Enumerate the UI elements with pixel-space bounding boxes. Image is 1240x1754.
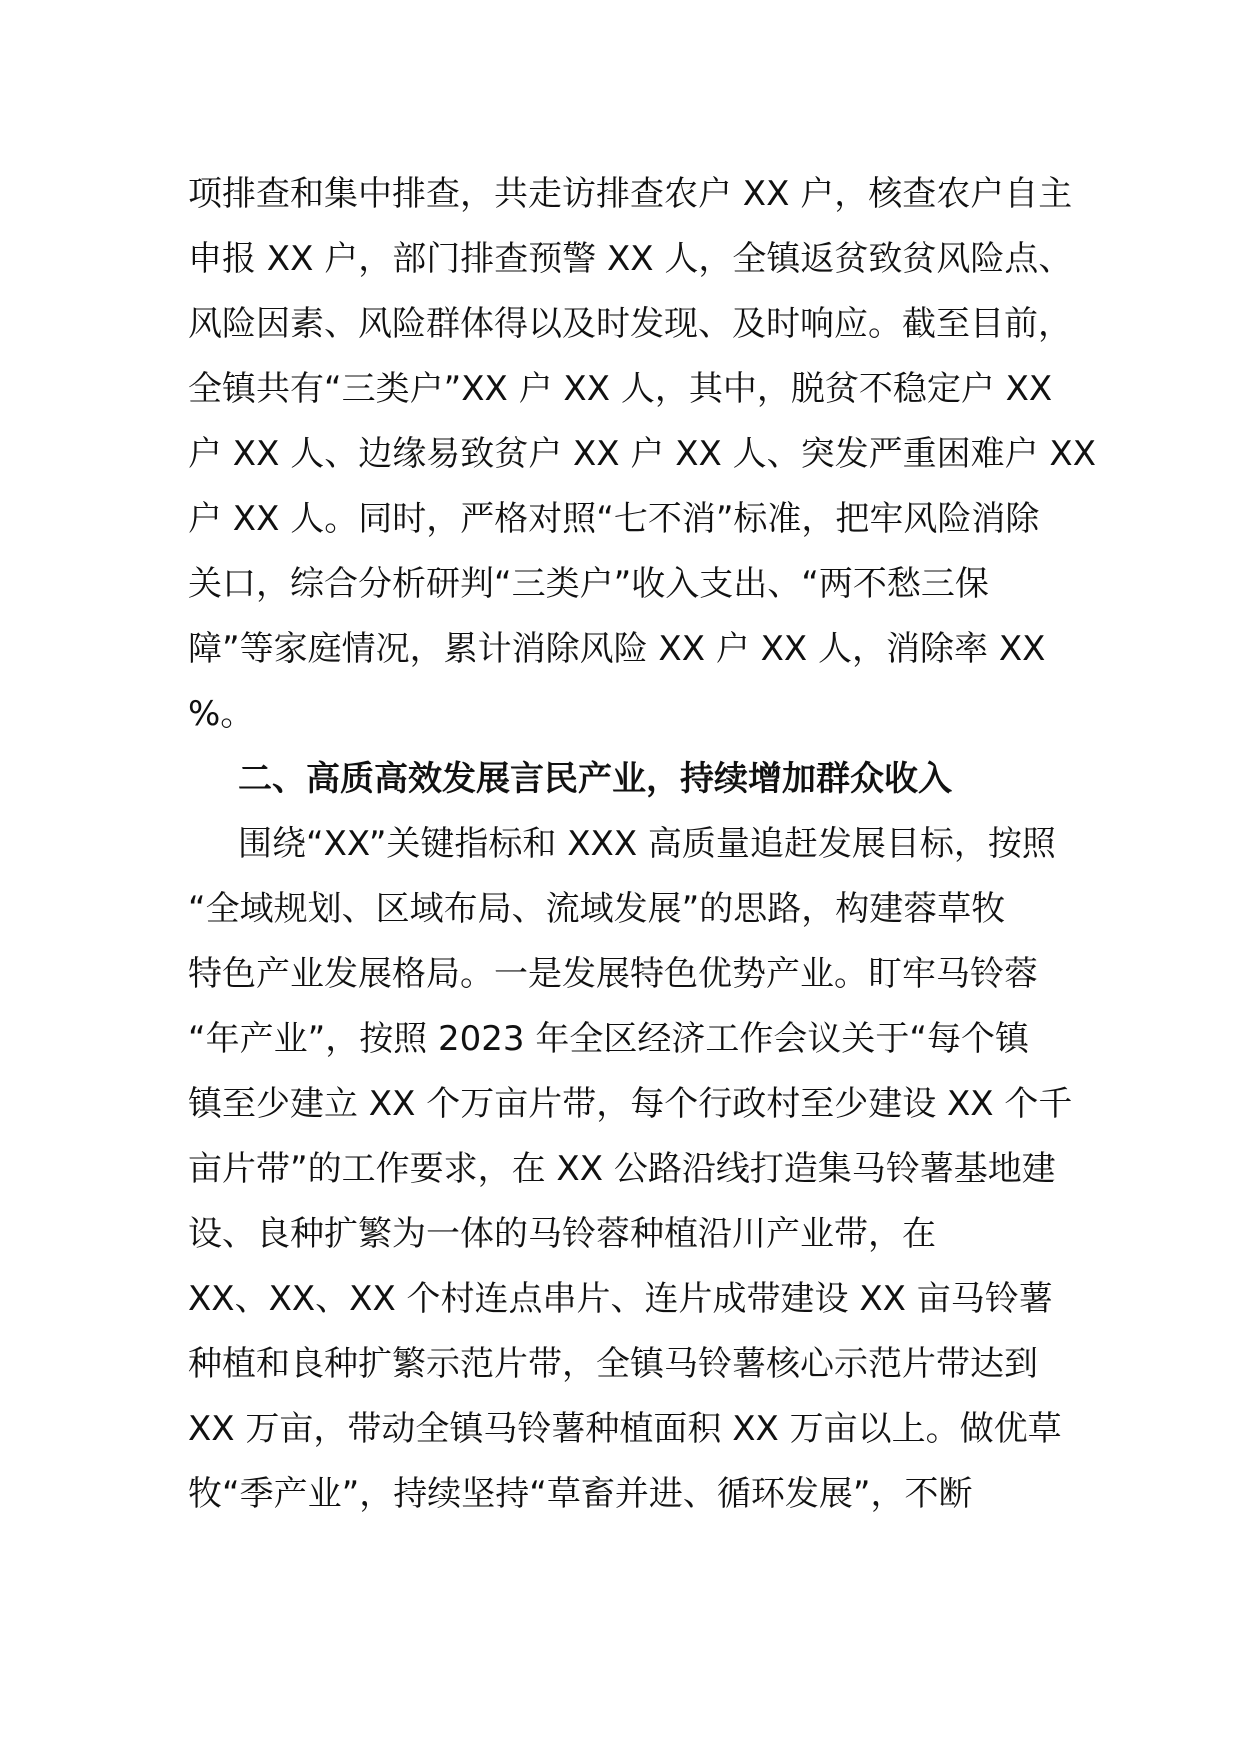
paragraph-line: 障”等家庭情况，累计消除风险 XX 户 XX 人，消除率 XX <box>188 629 1046 669</box>
paragraph-line: 申报 XX 户，部门排查预警 XX 人，全镇返贫致贫风险点、 <box>188 239 1073 279</box>
section-heading: 二、高质高效发展言民产业，持续增加群众收入 <box>238 759 952 799</box>
paragraph-line: 户 XX 人。同时，严格对照“七不消”标准，把牢风险消除 <box>188 499 1040 539</box>
paragraph-line: 围绕“XX”关键指标和 XXX 高质量追赶发展目标，按照 <box>238 824 1056 864</box>
paragraph-line: 亩片带”的工作要求，在 XX 公路沿线打造集马铃薯基地建 <box>188 1149 1056 1189</box>
paragraph-line: 种植和良种扩繁示范片带，全镇马铃薯核心示范片带达到 <box>188 1344 1038 1384</box>
paragraph-line: “全域规划、区域布局、流域发展”的思路，构建蓉草牧 <box>188 889 1006 929</box>
paragraph-line: 项排查和集中排查，共走访排查农户 XX 户，核查农户自主 <box>188 174 1073 214</box>
paragraph-line: 镇至少建立 XX 个万亩片带，每个行政村至少建设 XX 个千 <box>188 1084 1073 1124</box>
paragraph-line: XX 万亩，带动全镇马铃薯种植面积 XX 万亩以上。做优草 <box>188 1409 1062 1449</box>
document-body <box>188 162 1096 1527</box>
paragraph-line: %。 <box>188 694 255 734</box>
paragraph-line: “年产业”，按照 2023 年全区经济工作会议关于“每个镇 <box>188 1019 1029 1059</box>
paragraph-line: 设、良种扩繁为一体的马铃蓉种植沿川产业带，在 <box>188 1214 936 1254</box>
paragraph-line: 牧“季产业”，持续坚持“草畜并进、循环发展”，不断 <box>188 1474 973 1514</box>
paragraph-line: 户 XX 人、边缘易致贫户 XX 户 XX 人、突发严重困难户 XX <box>188 434 1096 474</box>
paragraph-line: 特色产业发展格局。一是发展特色优势产业。盯牢马铃蓉 <box>188 954 1038 994</box>
paragraph-line: 风险因素、风险群体得以及时发现、及时响应。截至目前， <box>188 304 1072 344</box>
paragraph-line: 全镇共有“三类户”XX 户 XX 人，其中，脱贫不稳定户 XX <box>188 369 1053 409</box>
paragraph-line: 关口，综合分析研判“三类户”收入支出、“两不愁三保 <box>188 564 989 604</box>
paragraph-line: XX、XX、XX 个村连点串片、连片成带建设 XX 亩马铃薯 <box>188 1279 1053 1319</box>
